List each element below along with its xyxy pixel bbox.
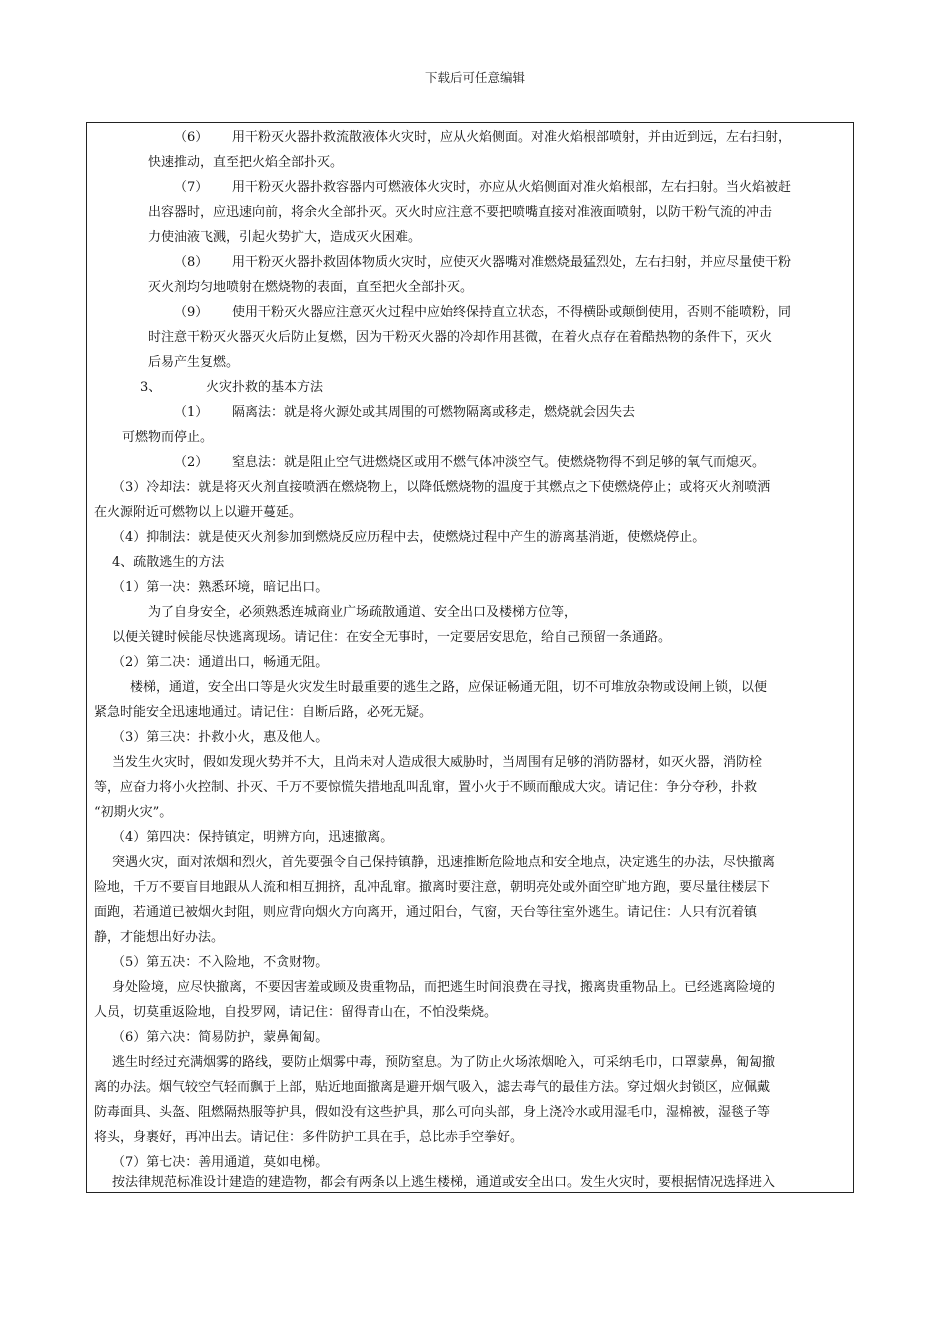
item-number: （6） (174, 130, 209, 145)
line-text: 面跑，若通道已被烟火封阻，则应背向烟火方向离开，通过阳台，气窗，天台等往室外逃生。请记住：人只有沉着镇 (94, 905, 758, 920)
text-line (112, 653, 328, 673)
text-line (112, 1053, 775, 1073)
line-text: 紧急时能安全迅速地通过。请记住：自断后路，必死无疑。 (94, 705, 433, 720)
line-text: 用干粉灭火器扑救容器内可燃液体火灾时，亦应从火焰侧面对准火焰根部，左右扫射。当火焰被赶 (232, 180, 792, 195)
text-line (112, 628, 671, 648)
line-text: 在火源附近可燃物以上以避开蔓延。 (94, 505, 303, 520)
text-line (94, 703, 432, 723)
item-number: （7） (174, 180, 209, 195)
text-line (140, 378, 323, 398)
line-text: 楼梯，通道，安全出口等是火灾发生时最重要的逃生之路，应保证畅通无阻，切不可堆放杂物或设闸上锁，以便 (130, 680, 768, 695)
text-line (112, 853, 775, 873)
text-line (112, 728, 328, 748)
line-text: （7）第七决：善用通道，莫如电梯。 (112, 1155, 329, 1170)
text-line (94, 928, 224, 948)
text-line (112, 978, 775, 998)
line-text: 离的办法。烟气较空气轻而飘于上部，贴近地面撤离是避开烟气吸入，滤去毒气的最佳方法。穿过烟火封锁区，应佩戴 (94, 1080, 771, 1095)
text-line (148, 203, 772, 223)
line-text: 为了自身安全，必须熟悉连城商业广场疏散通道、安全出口及楼梯方位等， (148, 605, 578, 620)
line-text: （5）第五决：不入险地，不贪财物。 (112, 955, 329, 970)
text-line (148, 278, 473, 298)
text-line (174, 403, 635, 423)
text-line (112, 578, 328, 598)
text-line (148, 353, 239, 373)
text-line (94, 1078, 770, 1098)
line-text: 火灾扑救的基本方法 (206, 380, 324, 395)
line-text: 人员，切莫重返险地，自投罗网，请记住：留得青山在，不怕没柴烧。 (94, 1005, 498, 1020)
item-number: （2） (174, 455, 209, 470)
line-text: 身处险境，应尽快撤离，不要因害羞或顾及贵重物品，而把逃生时间浪费在寻找，搬离贵重物品上。已经逃离险境的 (112, 980, 776, 995)
text-line (112, 553, 224, 573)
line-text: （3）第三决：扑救小火，惠及他人。 (112, 730, 329, 745)
line-text: 按法律规范标准设计建造的建造物，都会有两条以上逃生楼梯，通道或安全出口。发生火灾时，要根据情况选择进入 (112, 1175, 776, 1190)
line-text: （3）冷却法：就是将灭火剂直接喷洒在燃烧物上，以降低燃烧物的温度于其燃点之下使燃烧停止；或将灭火剂喷洒 (112, 480, 771, 495)
line-text: 用干粉灭火器扑救固体物质火灾时，应使灭火器嘴对准燃烧最猛烈处，左右扫射，并应尽量使干粉 (232, 255, 792, 270)
line-text: 可燃物而停止。 (122, 430, 214, 445)
text-line (94, 903, 757, 923)
item-number: （8） (174, 255, 209, 270)
line-text: 逃生时经过充满烟雾的路线，要防止烟雾中毒，预防窒息。为了防止火场浓烟呛入，可采纳毛巾，口罩蒙鼻，匍匐撤 (112, 1055, 776, 1070)
line-text: 灭火剂均匀地喷射在燃烧物的表面，直至把火全部扑灭。 (148, 280, 474, 295)
text-line (94, 1003, 497, 1023)
line-text: （4）抑制法：就是使灭火剂参加到燃烧反应历程中去，使燃烧过程中产生的游离基消逝，使燃烧停止。 (112, 530, 706, 545)
line-text: 出容器时，应迅速向前，将余火全部扑灭。灭火时应注意不要把喷嘴直接对准液面喷射，以防干粉气流的冲击 (148, 205, 773, 220)
text-line (148, 228, 421, 248)
text-line (148, 328, 772, 348)
line-text: （1）第一决：熟悉环境，暗记出口。 (112, 580, 329, 595)
line-text: 用干粉灭火器扑救流散液体火灾时，应从火焰侧面。对准火焰根部喷射，并由近到远，左右扫射， (232, 130, 792, 145)
line-text: 静，才能想出好办法。 (94, 930, 225, 945)
text-line (112, 528, 705, 548)
text-line (148, 603, 577, 623)
text-line (112, 1173, 775, 1193)
text-line (174, 128, 791, 148)
line-text: 以便关键时候能尽快逃离现场。请记住：在安全无事时，一定要居安思危，给自己预留一条通路。 (112, 630, 672, 645)
text-line (112, 1028, 328, 1048)
line-text: （6）第六决：简易防护，蒙鼻匍匐。 (112, 1030, 329, 1045)
text-line (112, 478, 770, 498)
text-line (94, 1103, 770, 1123)
text-line (94, 503, 302, 523)
text-line (174, 453, 765, 473)
line-text: 使用干粉灭火器应注意灭火过程中应始终保持直立状态，不得横卧或颠倒使用，否则不能喷粉，同 (232, 305, 792, 320)
line-text: 快速推动，直至把火焰全部扑灭。 (148, 155, 344, 170)
line-text: “初期火灾”。 (94, 805, 173, 820)
text-line (174, 253, 791, 273)
page-header: 下载后可任意编辑 (424, 70, 525, 85)
text-line (112, 953, 328, 973)
text-line (174, 303, 791, 323)
text-line (94, 1128, 523, 1148)
text-line (112, 1153, 328, 1173)
text-line (94, 803, 172, 823)
line-text: 防毒面具、头盔、阻燃隔热服等护具，假如没有这些护具，那么可向头部，身上浇冷水或用湿毛巾，湿棉被，湿毯子等 (94, 1105, 771, 1120)
line-text: 后易产生复燃。 (148, 355, 240, 370)
item-number: 3、 (140, 380, 162, 395)
line-text: 将头，身裹好，再冲出去。请记住：多件防护工具在手，总比赤手空拳好。 (94, 1130, 524, 1145)
text-line (94, 778, 757, 798)
line-text: 窒息法：就是阻止空气进燃烧区或用不燃气体冲淡空气。使燃烧物得不到足够的氧气而熄灭。 (232, 455, 766, 470)
text-line (112, 753, 762, 773)
text-line (112, 828, 393, 848)
line-text: 隔离法：就是将火源处或其周围的可燃物隔离或移走，燃烧就会因失去 (232, 405, 636, 420)
line-text: 等，应奋力将小火控制、扑灭、千万不要惊慌失措地乱叫乱窜，置小火于不顾而酿成大灾。请记住：争分夺秒，扑救 (94, 780, 758, 795)
text-line (130, 678, 767, 698)
line-text: 力使油液飞溅，引起火势扩大，造成灭火困难。 (148, 230, 422, 245)
text-line (94, 878, 770, 898)
line-text: 突遇火灾，面对浓烟和烈火，首先要强令自己保持镇静，迅速推断危险地点和安全地点，决定逃生的办法，尽快撤离 (112, 855, 776, 870)
line-text: （2）第二决：通道出口，畅通无阻。 (112, 655, 329, 670)
line-text: 险地，千万不要盲目地跟从人流和相互拥挤，乱冲乱窜。撤离时要注意，朝明亮处或外面空旷地方跑，要尽量往楼层下 (94, 880, 771, 895)
text-line (122, 428, 213, 448)
text-line (174, 178, 791, 198)
item-number: （9） (174, 305, 209, 320)
line-text: （4）第四决：保持镇定，明辨方向，迅速撤离。 (112, 830, 394, 845)
line-text: 时注意干粉灭火器灭火后防止复燃，因为干粉灭火器的冷却作用甚微，在着火点存在着酷热物的条件下，灭火 (148, 330, 773, 345)
item-number: （1） (174, 405, 209, 420)
line-text: 4、疏散逃生的方法 (112, 555, 225, 570)
line-text: 当发生火灾时，假如发现火势并不大，且尚未对人造成很大威胁时，当周围有足够的消防器材，如灭火器，消防栓 (112, 755, 763, 770)
text-line (148, 153, 343, 173)
